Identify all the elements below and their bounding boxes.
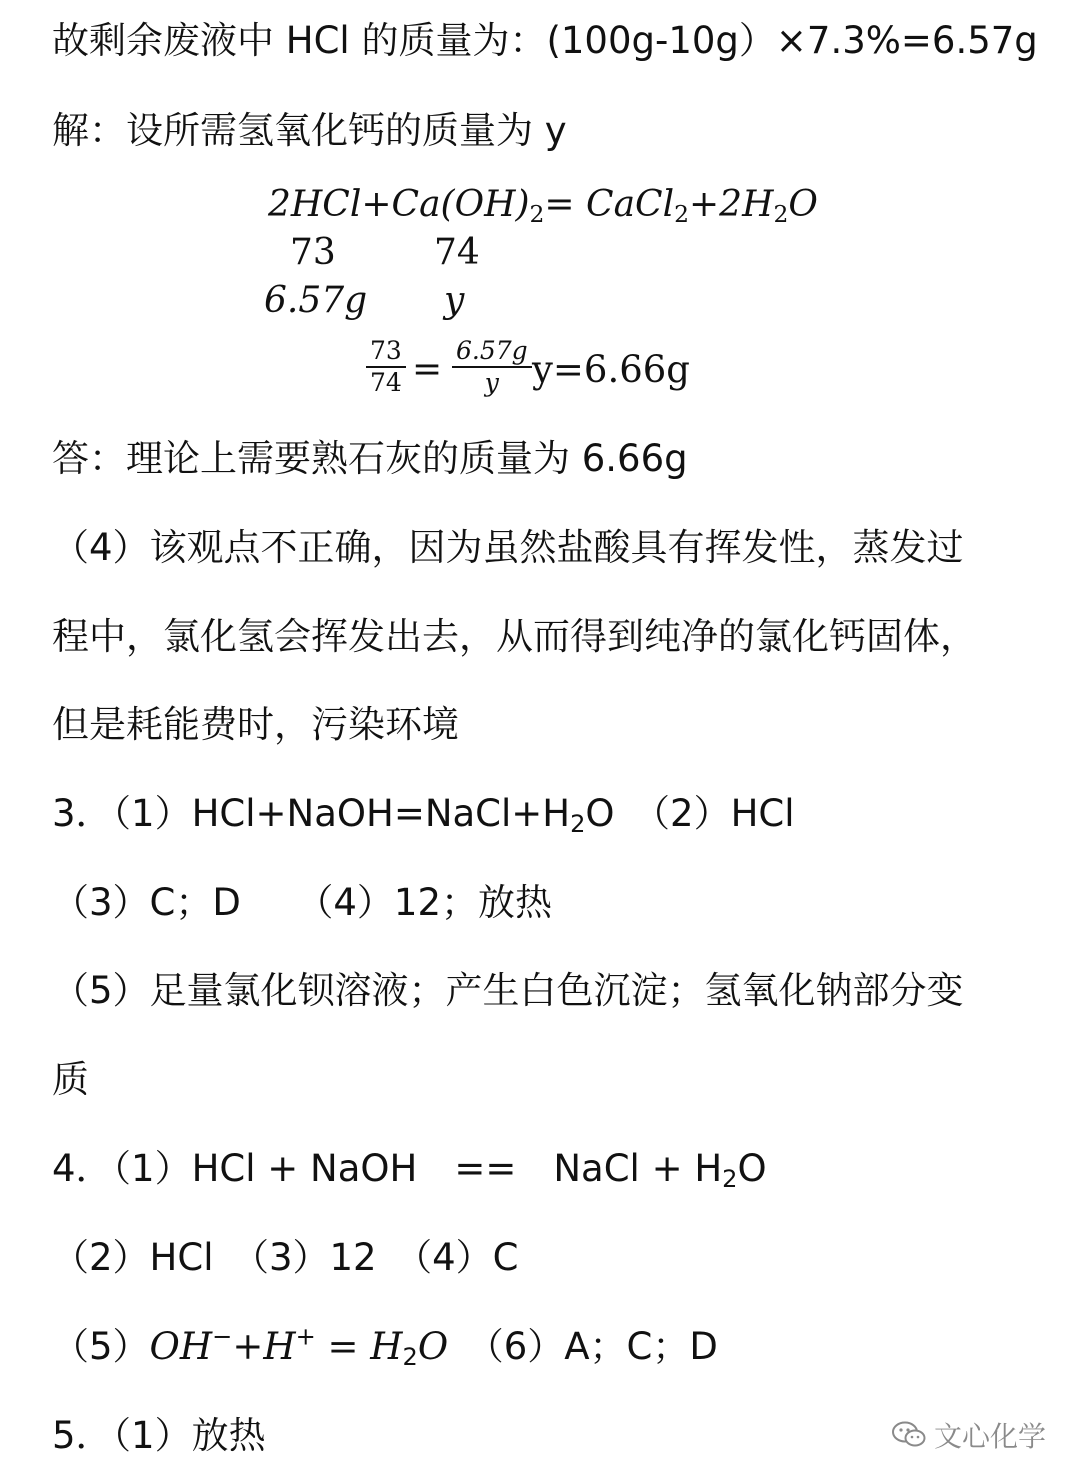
molar-mass-caoh2: 74 <box>434 232 480 273</box>
fraction-657g-y <box>452 336 532 398</box>
line-q4-a: （4）该观点不正确，因为虽然盐酸具有挥发性，蒸发过 <box>52 526 964 569</box>
chemical-equation: $2HCl+Ca(OH)_2=$ $CaCl_2+2H_2O$ <box>268 184 818 228</box>
line-q4-b: 程中，氯化氢会挥发出去，从而得到纯净的氯化钙固体， <box>52 615 977 658</box>
line-q3-4: 质 <box>52 1058 89 1101</box>
equals-sign: = <box>412 349 443 390</box>
fraction-numerator: 6.57g <box>452 336 532 368</box>
line-q4-3: $(5)OH^-+H^+ = H_2O$ （6）A；C；D <box>52 1322 718 1371</box>
line-q4-c: 但是耗能费时，污染环境 <box>52 703 459 746</box>
value-y: y <box>444 280 465 321</box>
line-q4-2: （2）HCl （3）12 （4）C <box>52 1236 519 1279</box>
value-hcl: 6.57g <box>264 280 368 321</box>
fraction-numerator: 73 <box>366 336 406 368</box>
line-q4-1: 4．（1）HCl + NaOH == NaCl + $H_2O$ <box>52 1147 767 1193</box>
fraction-denominator: y <box>484 368 499 397</box>
watermark-text: 文心化学 <box>933 1420 1046 1453</box>
line-solve: 解：设所需氢氧化钙的质量为 y <box>52 109 567 152</box>
line-q3-2: （3）C；D （4）12；放热 <box>52 881 552 924</box>
line-q3-1: 3．$(1)HCl+NaOH=NaCl+H_2O$ （2）HCl <box>52 792 795 838</box>
molar-mass-hcl: 73 <box>290 232 336 273</box>
watermark <box>892 1415 1046 1455</box>
wechat-icon <box>892 1421 926 1449</box>
line-answer: 答：理论上需要熟石灰的质量为 6.66g <box>52 437 688 480</box>
fraction-73-74 <box>366 336 406 398</box>
line-hcl-mass: 故剩余废液中 HCl 的质量为：(100g-10g）×7.3%=6.57g <box>52 19 1038 62</box>
fraction-denominator: 74 <box>370 368 402 397</box>
line-q3-3: （5）足量氯化钡溶液；产生白色沉淀；氢氧化钠部分变 <box>52 969 964 1012</box>
line-q5-1: 5．（1）放热 <box>52 1414 266 1457</box>
result-y: y=6.66g <box>532 348 690 391</box>
